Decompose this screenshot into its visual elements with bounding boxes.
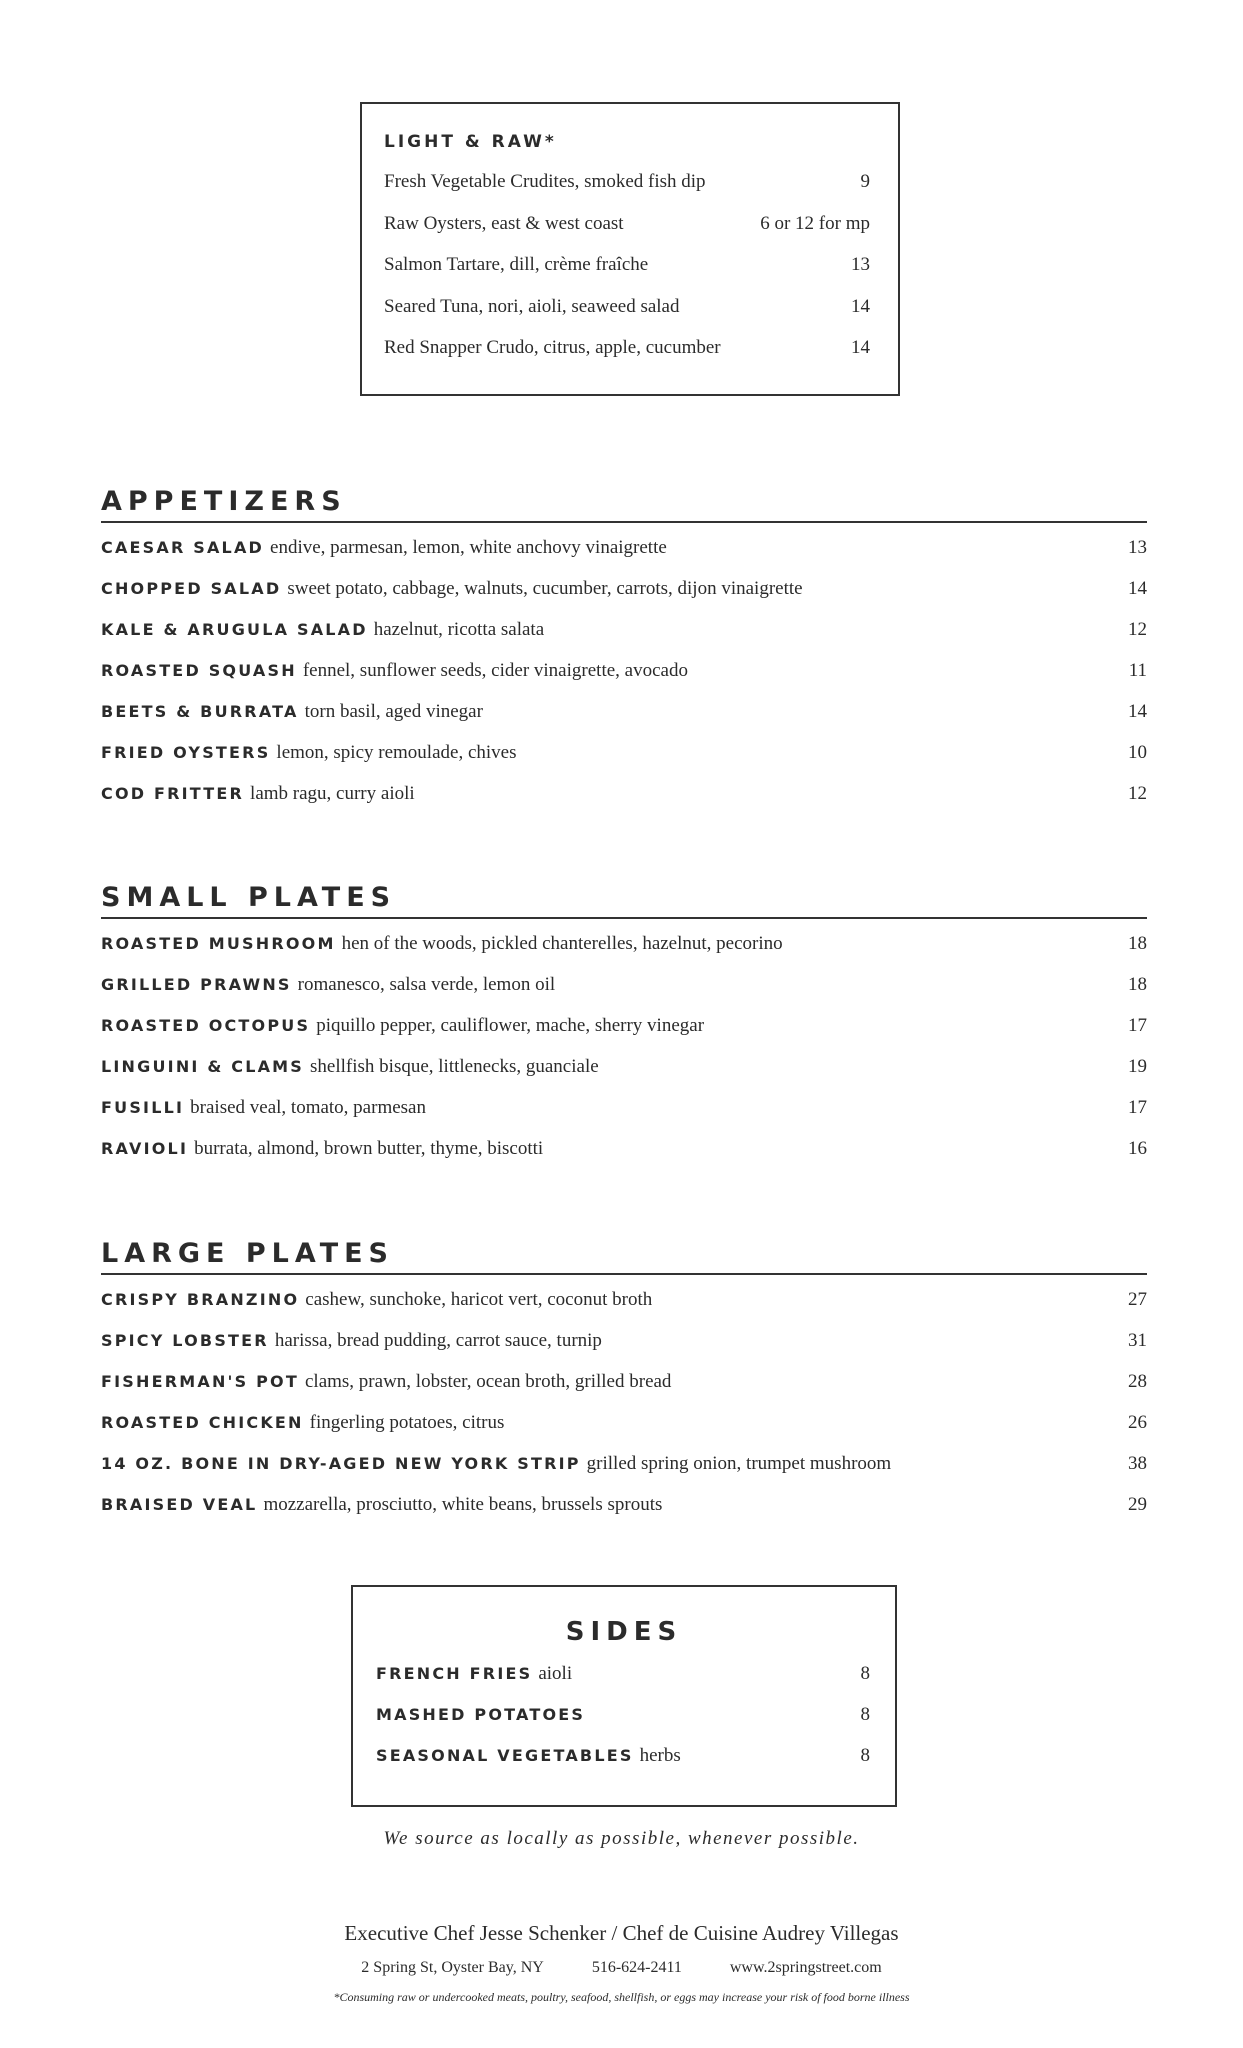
- menu-item: [101, 1330, 1147, 1371]
- menu-item: [384, 171, 870, 213]
- menu-item: [384, 337, 870, 379]
- item-price: 17: [1128, 1097, 1147, 1118]
- menu-item: [384, 213, 870, 255]
- address: 2 Spring St, Oyster Bay, NY: [361, 1959, 544, 1976]
- box-border-top: [360, 102, 900, 104]
- item-description: clams, prawn, lobster, ocean broth, grilled bread: [304, 1371, 672, 1392]
- menu-item: [101, 783, 1147, 824]
- menu-item: [101, 1453, 1147, 1494]
- item-price: 8: [860, 1704, 870, 1725]
- large-plates-section: [101, 1237, 1147, 1535]
- item-price: 14: [1128, 701, 1147, 722]
- item-price: 16: [1128, 1138, 1147, 1159]
- menu-item: [101, 660, 1147, 701]
- item-description: shellfish bisque, littlenecks, guanciale: [310, 1056, 599, 1077]
- item-price: 31: [1128, 1330, 1147, 1351]
- item-name: SPICY LOBSTER: [101, 1331, 269, 1350]
- item-list: [101, 933, 1147, 1179]
- item-description: romanesco, salsa verde, lemon oil: [297, 974, 556, 995]
- item-name: GRILLED PRAWNS: [101, 975, 292, 994]
- menu-item: [101, 1056, 1147, 1097]
- item-name: ROASTED OCTOPUS: [101, 1016, 311, 1035]
- item-price: 12: [1128, 619, 1147, 640]
- item-price: 19: [1128, 1056, 1147, 1077]
- section-title: APPETIZERS: [101, 486, 347, 517]
- item-price: 10: [1128, 742, 1147, 763]
- menu-item: [101, 1412, 1147, 1453]
- item-price: 12: [1128, 783, 1147, 804]
- item-price: 9: [860, 171, 870, 192]
- menu-item: [101, 974, 1147, 1015]
- item-description: burrata, almond, brown butter, thyme, biscotti: [194, 1138, 544, 1159]
- item-price: 14: [851, 337, 870, 358]
- box-border-left: [360, 102, 362, 396]
- item-description: endive, parmesan, lemon, white anchovy vinaigrette: [270, 537, 667, 558]
- item-price: 29: [1128, 1494, 1147, 1515]
- item-list: [101, 1289, 1147, 1535]
- box-border-right: [898, 102, 900, 396]
- item-description: torn basil, aged vinegar: [304, 701, 483, 722]
- item-name: MASHED POTATOES: [376, 1705, 586, 1724]
- item-description: cashew, sunchoke, haricot vert, coconut broth: [305, 1289, 653, 1310]
- item-price: 26: [1128, 1412, 1147, 1433]
- chef-credits: Executive Chef Jesse Schenker / Chef de Cuisine Audrey Villegas: [344, 1921, 899, 1945]
- item-price: 13: [851, 254, 870, 275]
- menu-item: [384, 254, 870, 296]
- item-description: lemon, spicy remoulade, chives: [276, 742, 517, 763]
- item-description: fingerling potatoes, citrus: [309, 1412, 505, 1433]
- menu-item: [101, 578, 1147, 619]
- item-name: ROASTED MUSHROOM: [101, 934, 336, 953]
- item-name: 14 OZ. BONE IN DRY-AGED NEW YORK STRIP: [101, 1454, 581, 1473]
- menu-item: [101, 1371, 1147, 1412]
- item-price: 28: [1128, 1371, 1147, 1392]
- item-description: harissa, bread pudding, carrot sauce, turnip: [274, 1330, 602, 1351]
- item-name: FUSILLI: [101, 1098, 185, 1117]
- item-price: 18: [1128, 974, 1147, 995]
- section-rule: [101, 917, 1147, 919]
- item-price: 14: [1128, 578, 1147, 599]
- sides-title: SIDES: [565, 1617, 683, 1647]
- food-safety-disclaimer: *Consuming raw or undercooked meats, poultry, seafood, shellfish, or eggs may increase your risk of food borne illness: [333, 1990, 910, 2004]
- item-description: braised veal, tomato, parmesan: [190, 1097, 426, 1118]
- section-rule: [101, 521, 1147, 523]
- item-description: fennel, sunflower seeds, cider vinaigrette, avocado: [302, 660, 688, 681]
- website: www.2springstreet.com: [729, 1959, 882, 1976]
- item-name: ROASTED CHICKEN: [101, 1413, 304, 1432]
- item-price: 17: [1128, 1015, 1147, 1036]
- item-price: 38: [1128, 1453, 1147, 1474]
- menu-item: [101, 742, 1147, 783]
- menu-item: [101, 1289, 1147, 1330]
- menu-item: [101, 619, 1147, 660]
- sides-box: [351, 1585, 897, 1807]
- item-name: FRENCH FRIES: [376, 1664, 533, 1683]
- section-title: LARGE PLATES: [101, 1238, 394, 1269]
- item-description: Raw Oysters, east & west coast: [384, 212, 624, 234]
- section-rule: [101, 1273, 1147, 1275]
- item-price: 14: [851, 295, 870, 317]
- light-raw-title: LIGHT & RAW*: [384, 132, 557, 152]
- item-description: piquillo pepper, cauliflower, mache, sherry vinegar: [316, 1015, 705, 1036]
- item-price: 13: [1128, 537, 1147, 558]
- item-description: Red Snapper Crudo, citrus, apple, cucumber: [384, 337, 721, 358]
- item-price: 8: [860, 1745, 870, 1766]
- item-description: lamb ragu, curry aioli: [250, 783, 415, 804]
- item-description: hazelnut, ricotta salata: [373, 619, 545, 640]
- menu-item: [101, 701, 1147, 742]
- item-price: 8: [860, 1663, 870, 1684]
- menu-item: [376, 1745, 870, 1786]
- item-price: 11: [1128, 660, 1147, 681]
- item-description: grilled spring onion, trumpet mushroom: [586, 1453, 892, 1474]
- item-name: CHOPPED SALAD: [101, 579, 282, 598]
- menu-item: [101, 537, 1147, 578]
- item-price: 18: [1128, 933, 1147, 954]
- item-name: FISHERMAN'S POT: [101, 1372, 299, 1391]
- item-description: hen of the woods, pickled chanterelles, hazelnut, pecorino: [341, 933, 783, 954]
- sides-list: [376, 1663, 870, 1786]
- item-price: 27: [1128, 1289, 1147, 1310]
- item-name: CAESAR SALAD: [101, 538, 265, 557]
- menu-item: [101, 1097, 1147, 1138]
- menu-item: [376, 1663, 870, 1704]
- box-border-bottom: [360, 394, 900, 396]
- menu-item: [376, 1704, 870, 1745]
- sourcing-tagline: We source as locally as possible, whenever possible.: [383, 1828, 860, 1849]
- item-description: mozzarella, prosciutto, white beans, brussels sprouts: [263, 1494, 663, 1515]
- contact-line: [0, 1959, 1243, 1977]
- item-name: KALE & ARUGULA SALAD: [101, 620, 368, 639]
- box-border-bottom: [351, 1805, 897, 1807]
- item-description: herbs: [639, 1745, 681, 1766]
- menu-item: [101, 933, 1147, 974]
- section-title: SMALL PLATES: [101, 882, 397, 913]
- item-name: BRAISED VEAL: [101, 1495, 258, 1514]
- item-name: FRIED OYSTERS: [101, 743, 271, 762]
- item-description: aioli: [538, 1663, 573, 1684]
- menu-item: [101, 1015, 1147, 1056]
- small-plates-section: [101, 881, 1147, 1179]
- item-description: Fresh Vegetable Crudites, smoked fish dip: [384, 171, 706, 192]
- item-list: [101, 537, 1147, 824]
- item-name: LINGUINI & CLAMS: [101, 1057, 305, 1076]
- appetizers-section: [101, 485, 1147, 824]
- light-raw-list: [384, 171, 870, 379]
- menu-item: [101, 1138, 1147, 1179]
- item-description: Seared Tuna, nori, aioli, seaweed salad: [384, 295, 680, 317]
- item-name: CRISPY BRANZINO: [101, 1290, 300, 1309]
- item-name: SEASONAL VEGETABLES: [376, 1746, 634, 1765]
- item-price: 6 or 12 for mp: [760, 212, 870, 234]
- item-name: ROASTED SQUASH: [101, 661, 297, 680]
- item-name: BEETS & BURRATA: [101, 702, 299, 721]
- item-name: COD FRITTER: [101, 784, 245, 803]
- item-name: RAVIOLI: [101, 1139, 189, 1158]
- item-description: Salmon Tartare, dill, crème fraîche: [384, 254, 649, 275]
- item-description: sweet potato, cabbage, walnuts, cucumber, carrots, dijon vinaigrette: [287, 578, 803, 599]
- menu-item: [101, 1494, 1147, 1535]
- light-raw-box: [360, 102, 900, 396]
- phone-number: 516-624-2411: [591, 1959, 682, 1976]
- box-border-top: [351, 1585, 897, 1587]
- menu-item: [384, 296, 870, 338]
